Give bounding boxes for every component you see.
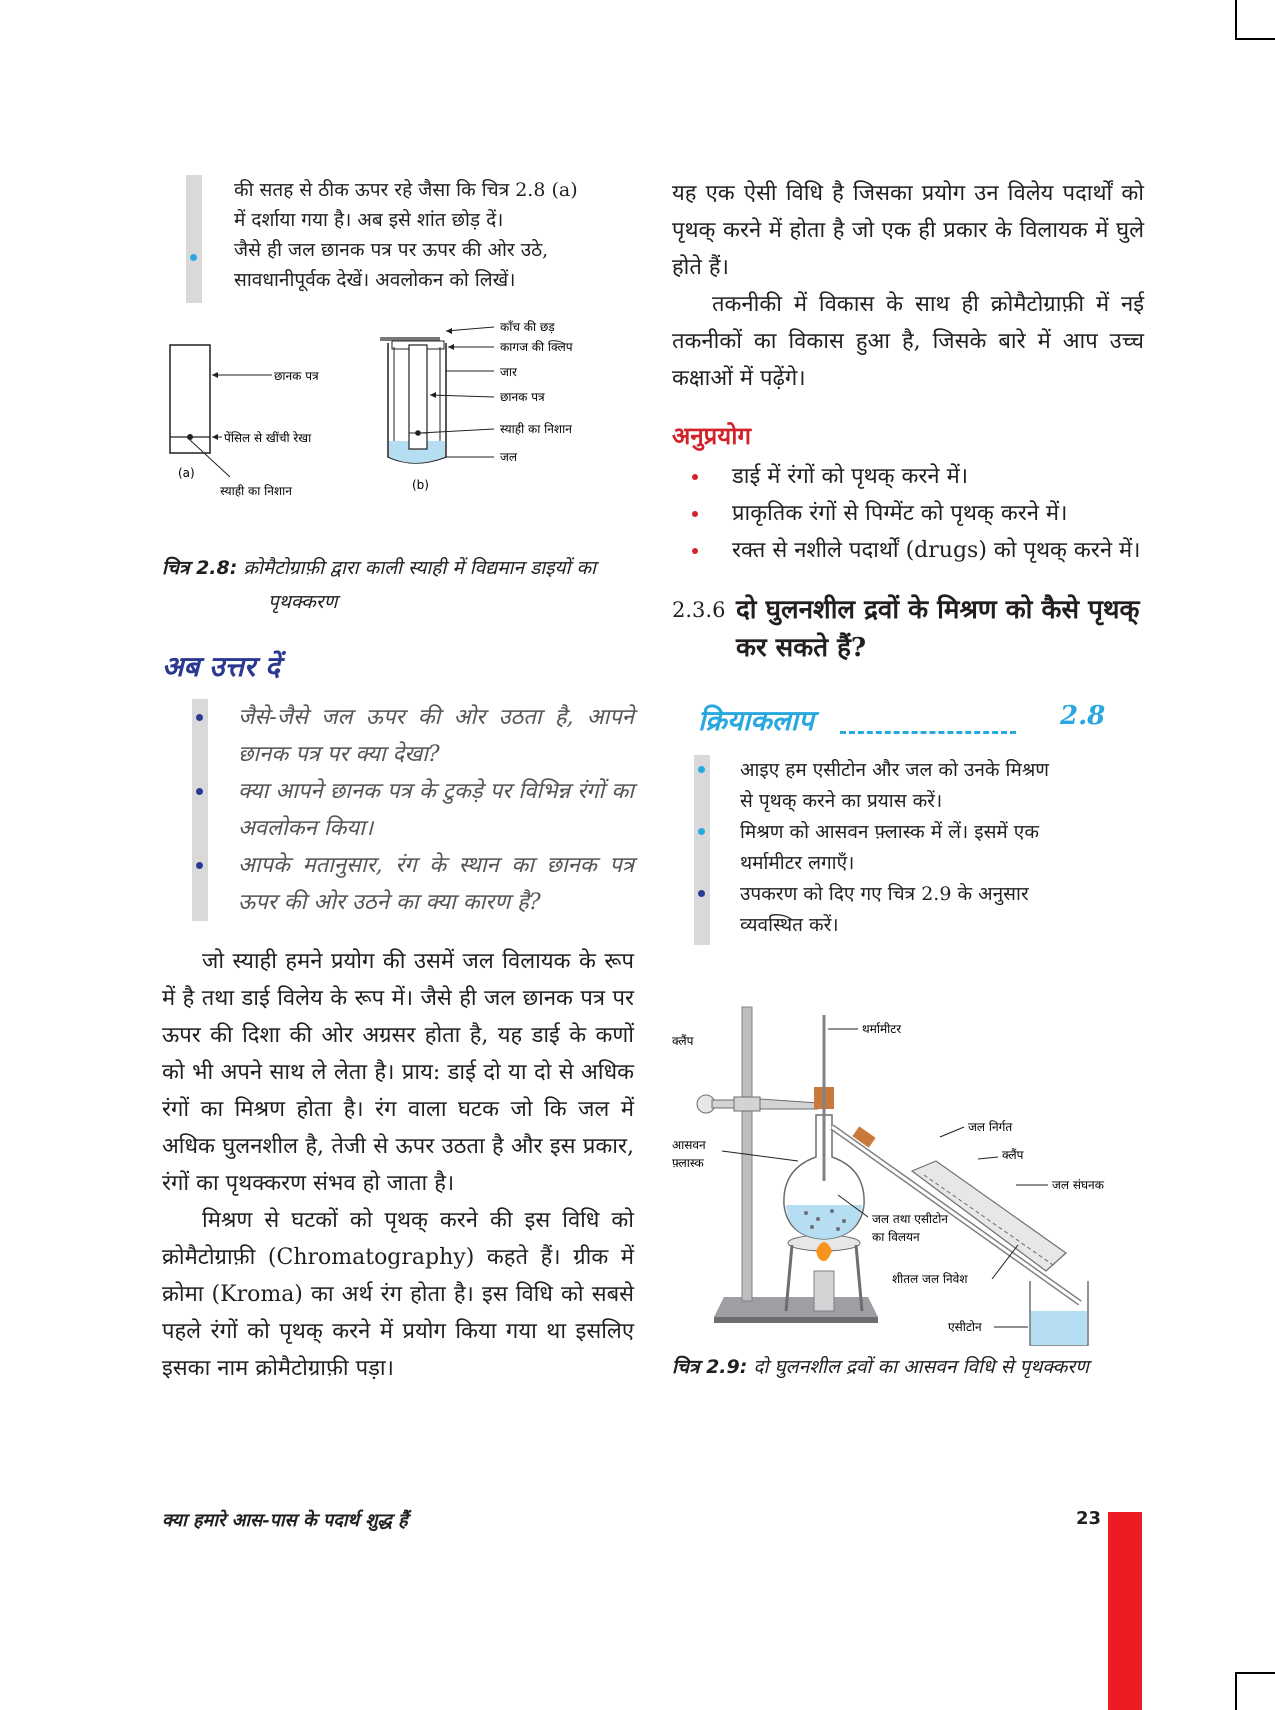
label-clamp: क्लैंप: [672, 1034, 694, 1048]
answer-heading: अब उत्तर दें: [162, 650, 280, 683]
questions-list: [162, 699, 634, 921]
activity-continuation: [162, 175, 634, 303]
label-clamp-2: क्लैंप: [1002, 1148, 1024, 1162]
paragraph-chromatography: मिश्रण से घटकों को पृथक् करने की इस विधि को क्रोमैटोग्राफ़ी (Chromatography) कहते हैं। ग्रीक में क्रोमा (Kroma) का अर्थ रंग होता है। इस विधि को सबसे पहले रंगों को पृथक् करने में प्रयोग किया गया था इसलिए इसका नाम क्रोमैटोग्राफ़ी पड़ा।: [162, 1208, 634, 1381]
label-b: (b): [412, 478, 429, 492]
label-jar: जार: [500, 365, 517, 379]
crop-mark-top-right: [1235, 0, 1275, 40]
question-item: क्या आपने छानक पत्र के टुकड़े पर विभिन्न रंगों का अवलोकन किया।: [238, 779, 634, 841]
activity-line: जैसे ही जल छानक पत्र पर ऊपर की ओर उठे,: [234, 239, 549, 261]
bullet-icon: [698, 828, 705, 835]
bullet-icon: [692, 474, 698, 480]
question-item: जैसे-जैसे जल ऊपर की ओर उठता है, आपने छानक पत्र पर क्या देखा?: [238, 705, 634, 767]
label-a: (a): [178, 466, 195, 480]
label-glass-rod: काँच की छड़: [500, 320, 555, 334]
page-tab-bar: [1108, 1512, 1142, 1710]
label-solution-1: जल तथा एसीटोन: [872, 1212, 948, 1226]
figure-2-9: [668, 975, 1140, 1345]
page-number: 23: [1076, 1508, 1102, 1529]
activity-title: क्रियाकलाप: [698, 704, 814, 737]
applications-list: [672, 458, 1144, 569]
caption-text: क्रोमैटोग्राफ़ी द्वारा काली स्याही में विद्यमान डाइयों का पृथक्करण: [243, 557, 596, 613]
label-condenser: जल संघनक: [1052, 1178, 1104, 1192]
label-water: जल: [500, 450, 518, 464]
bullet-icon: [196, 788, 203, 795]
paragraph-method: यह एक ऐसी विधि है जिसका प्रयोग उन विलेय पदार्थों को पृथक् करने में होता है जो एक ही प्रकार के विलायक में घुले होते हैं।: [672, 181, 1144, 280]
left-column: [162, 175, 634, 1387]
activity-number: 2.8: [1060, 701, 1106, 731]
activity-line: से पृथक् करने का प्रयास करें।: [740, 790, 943, 812]
label-chanak-patra: छानक पत्र: [274, 369, 319, 383]
footer-chapter-title: क्या हमारे आस-पास के पदार्थ शुद्ध हैं: [162, 1510, 408, 1531]
activity-line: थर्मामीटर लगाएँ।: [740, 852, 855, 874]
bullet-icon: [692, 548, 698, 554]
activity-line: आइए हम एसीटोन और जल को उनके मिश्रण: [740, 759, 1050, 781]
label-ink-mark-b: स्याही का निशान: [500, 422, 572, 436]
activity-line: व्यवस्थित करें।: [740, 914, 839, 936]
paragraph-technology: तकनीकी में विकास के साथ ही क्रोमैटोग्राफ़ी में नई तकनीकों का विकास हुआ है, जिसके बारे में आप उच्च कक्षाओं में पढ़ेंगे।: [672, 292, 1144, 391]
activity-steps: [672, 755, 1144, 945]
label-chanak-patra-b: छानक पत्र: [500, 390, 545, 404]
label-flask-2: फ़्लास्क: [672, 1156, 704, 1170]
activity-line: उपकरण को दिए गए चित्र 2.9 के अनुसार: [740, 883, 1029, 905]
label-flask: आसवन: [672, 1138, 706, 1152]
activity-line: में दर्शाया गया है। अब इसे शांत छोड़ दें।: [234, 209, 504, 231]
activity-sidebar: [694, 755, 710, 945]
caption-label: चित्र 2.8:: [162, 557, 238, 579]
bullet-icon: [698, 766, 705, 773]
bullet-icon: [692, 511, 698, 517]
label-water-out: जल निर्गत: [968, 1120, 1013, 1134]
activity-line: की सतह से ठीक ऊपर रहे जैसा कि चित्र 2.8 (a): [234, 179, 578, 201]
section-number: 2.3.6: [672, 598, 726, 622]
label-ink-mark: स्याही का निशान: [220, 484, 292, 498]
activity-sidebar: [186, 175, 202, 303]
question-item: आपके मतानुसार, रंग के स्थान का छानक पत्र ऊपर की ओर उठने का क्या कारण है?: [238, 853, 634, 915]
label-acetone: एसीटोन: [948, 1320, 982, 1334]
applications-heading: अनुप्रयोग: [672, 421, 751, 450]
figure-2-8: [162, 320, 634, 535]
label-paper-clip: कागज की क्लिप: [500, 340, 573, 354]
application-item: डाई में रंगों को पृथक् करने में।: [732, 464, 969, 489]
label-solution-2: का विलयन: [872, 1230, 920, 1244]
section-heading: [672, 591, 1144, 667]
caption-text: दो घुलनशील द्रवों का आसवन विधि से पृथक्करण: [753, 1356, 1089, 1378]
caption-label: चित्र 2.9:: [672, 1356, 748, 1378]
bullet-icon: [196, 714, 203, 721]
application-item: रक्त से नशीले पदार्थों (drugs) को पृथक् करने में।: [732, 538, 1141, 563]
figure-2-9-caption: [672, 1353, 1144, 1379]
crop-mark-bottom-right: [1235, 1672, 1275, 1710]
application-item: प्राकृतिक रंगों से पिग्मेंट को पृथक् करने में।: [732, 501, 1068, 526]
section-title: दो घुलनशील द्रवों के मिश्रण को कैसे पृथक् कर सकते हैं?: [736, 595, 1140, 663]
label-thermometer: थर्मामीटर: [862, 1022, 902, 1036]
bullet-icon: [698, 890, 705, 897]
bullet-icon: [190, 254, 197, 261]
label-pencil-line: पेंसिल से खींची रेखा: [224, 431, 312, 445]
paragraph-ink-solvent: जो स्याही हमने प्रयोग की उसमें जल विलायक के रूप में है तथा डाई विलेय के रूप में। जैसे ही जल छानक पत्र पर ऊपर की दिशा की ओर अग्रसर होता है, यह डाई के कणों को भी अपने साथ ले लेता है। प्राय: डाई दो या दो से अधिक रंगों का मिश्रण होता है। रंग वाला घटक जो कि जल में अधिक घुलनशील है, तेजी से ऊपर उठता है और इस प्रकार, रंगों का पृथक्करण संभव हो जाता है।: [162, 949, 634, 1196]
label-water-in: शीतल जल निवेश: [892, 1272, 968, 1286]
activity-line: मिश्रण को आसवन फ़्लास्क में लें। इसमें एक: [740, 821, 1039, 843]
activity-line: सावधानीपूर्वक देखें। अवलोकन को लिखें।: [234, 269, 516, 291]
bullet-icon: [196, 862, 203, 869]
activity-heading: [672, 701, 1144, 741]
activity-dash-line: [840, 731, 1016, 734]
right-column: [672, 175, 1144, 1379]
figure-2-8-caption: [162, 551, 634, 619]
questions-sidebar: [192, 699, 208, 921]
